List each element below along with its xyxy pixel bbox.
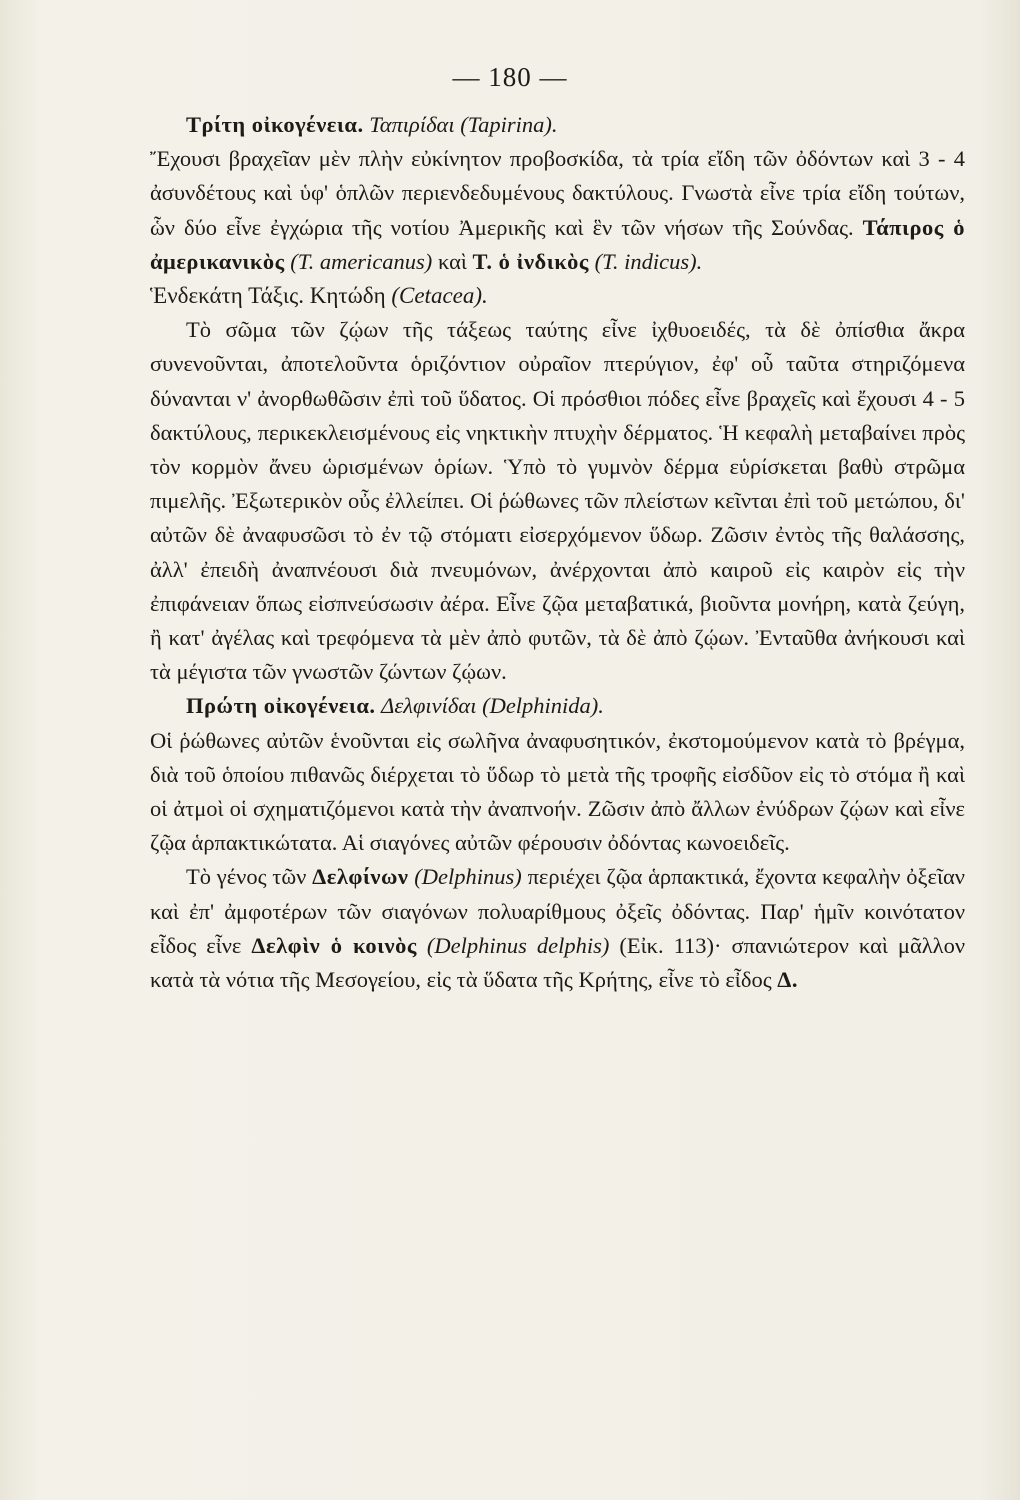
order-label: Ἑνδεκάτη Τάξις. Κητώδη	[150, 283, 386, 309]
text-line: Ἔχουσι βραχεῖαν μὲν πλὴν εὐκίνητον προβοσκίδα, τὰ τρία εἴδη	[150, 146, 746, 172]
paragraph-text: περιέχει ζῷα ἁρπακτικά, ἔχοντα κεφαλὴν ὀξεῖαν καὶ ἐπ' ἀμφοτέρων τῶν σιαγόνων πολυαρίθμους ὀξεῖς ὀδόντας. Παρ' ἡμῖν κοινότατον εἶδος εἶνε	[150, 864, 965, 958]
genus-name: Δελφίνων	[312, 864, 409, 890]
family-name: Ταπιρίδαι	[369, 112, 455, 137]
species-name: Τ. ὁ ἰνδικὸς	[472, 248, 589, 274]
family-name: Δελφινίδαι	[381, 693, 477, 719]
text-line: δακτύλους. Γνωστὰ εἶνε τρία εἴδη τούτων, ὧν δύο εἶνε ἐγχώρια τῆς	[150, 180, 965, 240]
family-latin: (Delphinida).	[482, 693, 604, 719]
species-name: Δελφὶν ὁ κοινὸς	[251, 932, 417, 958]
text-line: νοτίου Ἀμερικῆς καὶ ἓν τῶν νήσων τῆς Σούνδας.	[390, 214, 854, 240]
genus-latin: (Delphinus)	[414, 864, 522, 890]
order-heading	[150, 279, 965, 313]
delphinus-paragraph	[150, 860, 965, 997]
cetacea-paragraph: Τὸ σῶμα τῶν ζῴων τῆς τάξεως ταύτης εἶνε ἰχθυοειδές, τὰ δὲ ὀπίσθια ἄκρα συνενοῦνται, ἀποτελοῦντα ὁριζόντιον οὐραῖον πτερύγιον, ἐφ' οὗ ταῦτα στηριζόμενα δύνανται ν' ἀνορθωθῶσιν ἐπὶ τοῦ ὕδατος. Οἱ πρόσθιοι πόδες εἶνε βραχεῖς καὶ ἔχουσι 4 - 5 δακτύλους, περικεκλεισμένους εἰς νηκτικὴν πτυχὴν δέρματος. Ἡ κεφαλὴ μεταβαίνει πρὸς τὸν κορμὸν ἄνευ ὡρισμένων ὁρίων. Ὑπὸ τὸ γυμνὸν δέρμα εὑρίσκεται βαθὺ στρῶμα πιμελῆς. Ἐξωτερικὸν οὖς ἐλλείπει. Οἱ ῥώθωνες τῶν πλείστων κεῖνται ἐπὶ τοῦ μετώπου, δι' αὐτῶν δὲ ἀναφυσῶσι τὸ ἐν τῷ στόματι εἰσερχόμενον ὕδωρ. Ζῶσιν ἐντὸς τῆς θαλάσσης, ἀλλ' ἐπειδὴ ἀναπνέουσι διὰ πνευμόνων, ἀνέρχονται ἀπὸ καιροῦ εἰς καιρὸν εἰς τὴν ἐπιφάνειαν ὅπως εἰσπνεύσωσιν ἀέρα. Εἶνε ζῷα μεταβατικά, βιοῦντα μονήρη, κατὰ ζεύγη, ἢ κατ' ἀγέλας καὶ τρεφόμενα τὰ μὲν ἀπὸ φυτῶν, τὰ δὲ ἀπὸ ζῴων. Ἐνταῦθα ἀνήκουσι καὶ τὰ μέγιστα τῶν γνωστῶν ζώντων ζῴων.	[150, 317, 965, 685]
species-latin: (T. americanus)	[290, 248, 433, 274]
text-line: τῶν ὀδόντων καὶ 3 - 4 ἀσυνδέτους καὶ ὑφ' ὁπλῶν περιενδεδυμένους	[150, 146, 965, 206]
paragraph-text: Οἱ ῥώθωνες αὐτῶν ἑνοῦνται εἰς σωλῆνα ἀναφυσητικόν, ἐκστομούμενον κατὰ τὸ βρέγμα, διὰ τοῦ ὁποίου πιθανῶς διέρχεται τὸ ὕδωρ τὸ μετὰ τῆς τροφῆς εἰσδῦον εἰς τὸ στόμα ἢ καὶ οἱ ἀτμοὶ οἱ σχηματιζόμενοι κατὰ τὴν ἀναπνοήν. Ζῶσιν ἀπὸ ἄλλων ἐνύδρων ζῴων καὶ εἶνε ζῷα ἁρπακτικώτατα. Αἱ σιαγόνες αὐτῶν φέρουσιν ὀδόντας κωνοειδεῖς.	[150, 727, 965, 856]
paragraph-text: (Εἰκ. 113)· σπανιώτερον καὶ μᾶλλον κατὰ τὰ νότια τῆς Μεσογείου, εἰς τὰ ὕδατα τῆς Κρήτης, εἶνε τὸ εἶδος	[150, 932, 966, 993]
species-latin: (Delphinus delphis)	[426, 932, 610, 958]
conjunction: καὶ	[437, 248, 467, 274]
family-latin: (Tapirina).	[460, 112, 558, 137]
order-latin: (Cetacea).	[391, 283, 488, 309]
species-name: Τάπιρος ὁ	[862, 214, 966, 240]
family-heading: Πρώτη οἰκογένεια.	[186, 693, 376, 719]
family-heading: Τρίτη οἰκογένεια.	[186, 112, 364, 137]
page-body	[150, 108, 965, 997]
species-abbrev: Δ.	[777, 967, 798, 993]
paragraph-text: Τὸ γένος τῶν	[186, 864, 307, 890]
page-number: — 180 —	[452, 62, 568, 92]
species-name: ἀμερικανικὸς	[150, 248, 285, 274]
species-latin: (T. indicus).	[594, 248, 703, 274]
delphinida-paragraph	[150, 689, 965, 860]
tapirina-paragraph	[150, 108, 965, 279]
